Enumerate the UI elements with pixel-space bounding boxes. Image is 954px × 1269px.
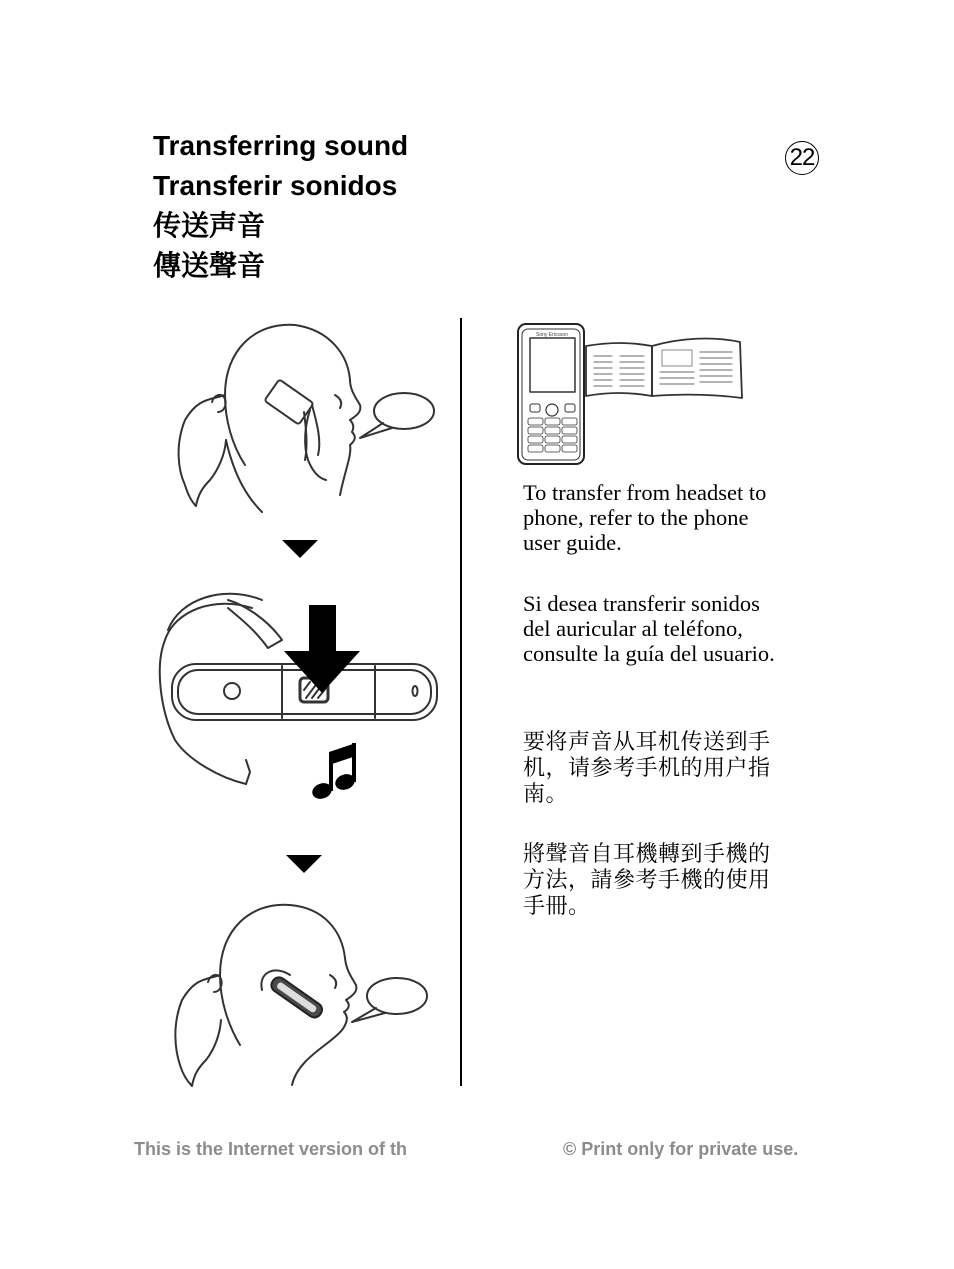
press-arrow-icon — [284, 605, 360, 693]
page-number: 22 — [785, 141, 819, 175]
footer-print-notice: © Print only for private use. — [563, 1139, 799, 1159]
woman-phone-illustration — [179, 325, 361, 512]
user-guide-illustration — [586, 339, 742, 398]
title-english: Transferring sound — [153, 130, 409, 161]
arrow-down-icon — [282, 540, 318, 558]
title-chinese-traditional: 傳送聲音 — [153, 250, 266, 281]
instruction-english: To transfer from headset to phone, refer to the phone user guide. — [523, 480, 767, 555]
instruction-chinese-simplified: 要将声音从耳机传送到手机，请参考手机的用户指南。 — [523, 730, 771, 807]
music-note-icon — [310, 743, 357, 801]
arrow-down-icon — [286, 855, 322, 873]
worn-headset-icon — [269, 975, 325, 1021]
title-chinese-simplified: 传送声音 — [153, 210, 266, 241]
woman-headset-illustration — [175, 905, 356, 1086]
phone-brand-label: Sony Ericsson — [536, 332, 568, 338]
speech-bubble-icon — [360, 393, 434, 438]
title-spanish: Transferir sonidos — [153, 170, 398, 201]
instruction-chinese-traditional: 將聲音自耳機轉到手機的方法，請參考手機的使用手冊。 — [523, 842, 771, 919]
phone-illustration — [518, 324, 584, 464]
instruction-spanish: Si desea transferir sonidos del auricular al teléfono, consulte la guía del usuario. — [523, 591, 775, 666]
footer-internet-version: This is the Internet version of th — [134, 1139, 408, 1159]
speech-bubble-icon — [352, 978, 427, 1022]
headset-illustration — [160, 594, 437, 784]
